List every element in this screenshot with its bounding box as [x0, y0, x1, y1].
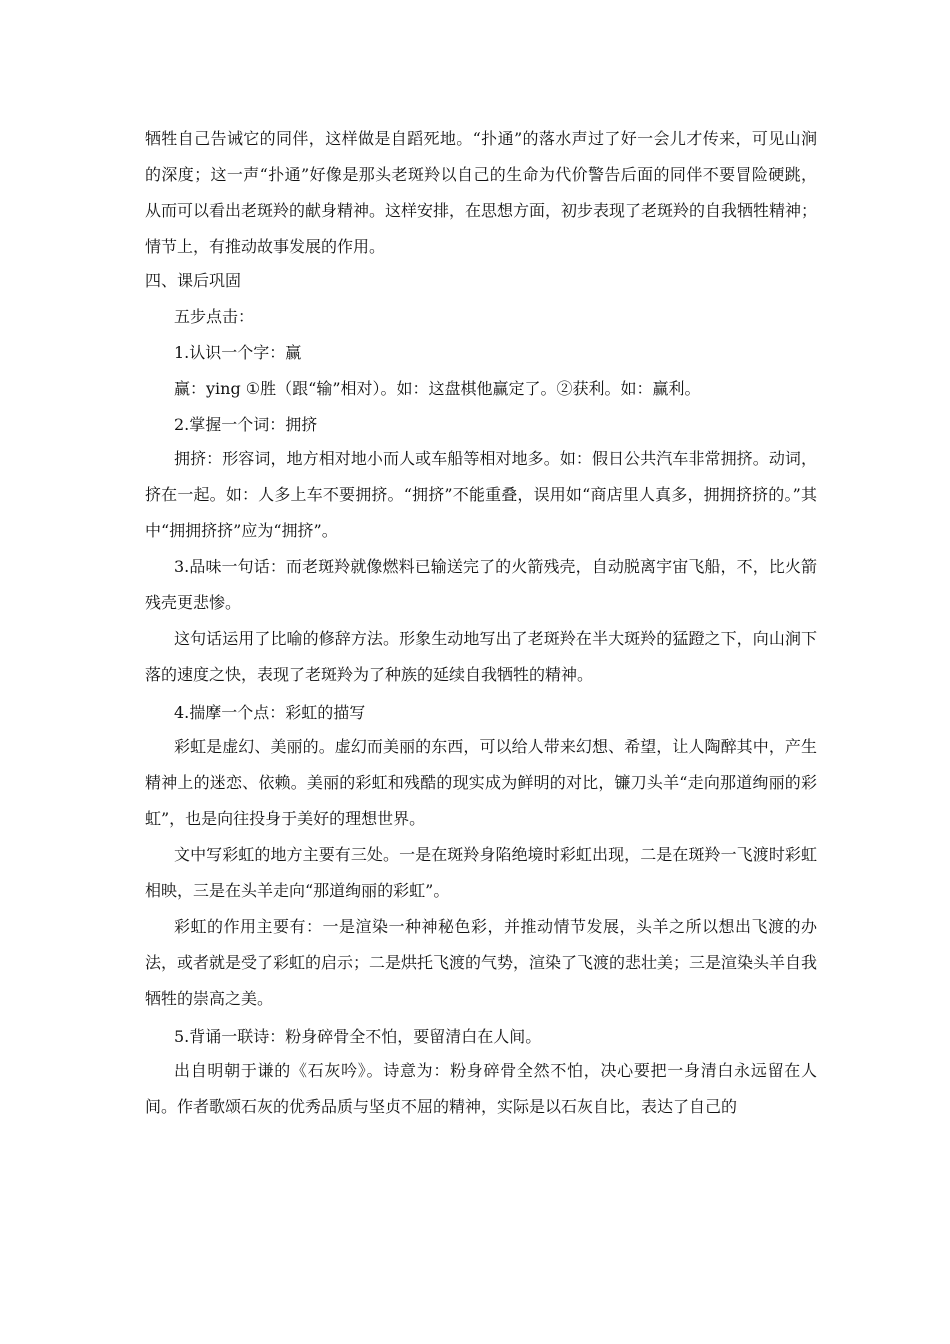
step-4-heading: 4.揣摩一个点：彩虹的描写 [174, 703, 366, 722]
step-2-body: 拥挤：形容词，地方相对地小而人或车船等相对地多。如：假日公共汽车非常拥挤。动词，挤在一起。如：人多上车不要拥挤。“拥挤”不能重叠，误用如“商店里人真多，拥拥挤挤的。”其中“拥拥挤挤”应为“拥挤”。 [145, 449, 817, 540]
paragraph-intro: 牺牲自己告诫它的同伴，这样做是自蹈死地。“扑通”的落水声过了好一会儿才传来，可见山涧的深度；这一声“扑通”好像是那头老斑羚以自己的生命为代价警告后面的同伴不要冒险硬跳，从而可以看出老斑羚的献身精神。这样安排，在思想方面，初步表现了老斑羚的自我牺牲精神；情节上，有推动故事发展的作用。 [145, 129, 818, 256]
step-1-body: 赢：ying ①胜（跟“输”相对）。如：这盘棋他赢定了。②获利。如：赢利。 [174, 379, 701, 398]
step-1-heading: 1.认识一个字：赢 [174, 343, 302, 362]
step-5-heading: 5.背诵一联诗：粉身碎骨全不怕，要留清白在人间。 [174, 1027, 542, 1046]
step-3-body: 这句话运用了比喻的修辞方法。形象生动地写出了老斑羚在半大斑羚的猛蹬之下，向山涧下落的速度之快，表现了老斑羚为了种族的延续自我牺牲的精神。 [145, 629, 817, 684]
document-body [145, 121, 817, 1125]
step-2-heading: 2.掌握一个词：拥挤 [174, 415, 318, 434]
rainbow-functions: 彩虹的作用主要有：一是渲染一种神秘色彩，并推动情节发展，头羊之所以想出飞渡的办法，或者就是受了彩虹的启示；二是烘托飞渡的气势，渲染了飞渡的悲壮美；三是渲染头羊自我牺牲的崇高之美。 [145, 917, 818, 1008]
step-3-heading: 3.品味一句话：而老斑羚就像燃料已输送完了的火箭残壳，自动脱离宇宙飞船，不，比火箭残壳更悲惨。 [145, 557, 817, 612]
step-4-body: 彩虹是虚幻、美丽的。虚幻而美丽的东西，可以给人带来幻想、希望，让人陶醉其中，产生精神上的迷恋、依赖。美丽的彩虹和残酷的现实成为鲜明的对比，镰刀头羊“走向那道绚丽的彩虹”，也是向往投身于美好的理想世界。 [145, 737, 817, 828]
section-heading: 四、课后巩固 [145, 271, 242, 290]
rainbow-locations: 文中写彩虹的地方主要有三处。一是在斑羚身陷绝境时彩虹出现，二是在斑羚一飞渡时彩虹相映，三是在头羊走向“那道绚丽的彩虹”。 [145, 845, 817, 900]
step-5-body: 出自明朝于谦的《石灰吟》。诗意为：粉身碎骨全然不怕，决心要把一身清白永远留在人间。作者歌颂石灰的优秀品质与坚贞不屈的精神，实际是以石灰自比，表达了自己的 [145, 1061, 817, 1116]
subheading-five-steps: 五步点击： [174, 307, 255, 326]
